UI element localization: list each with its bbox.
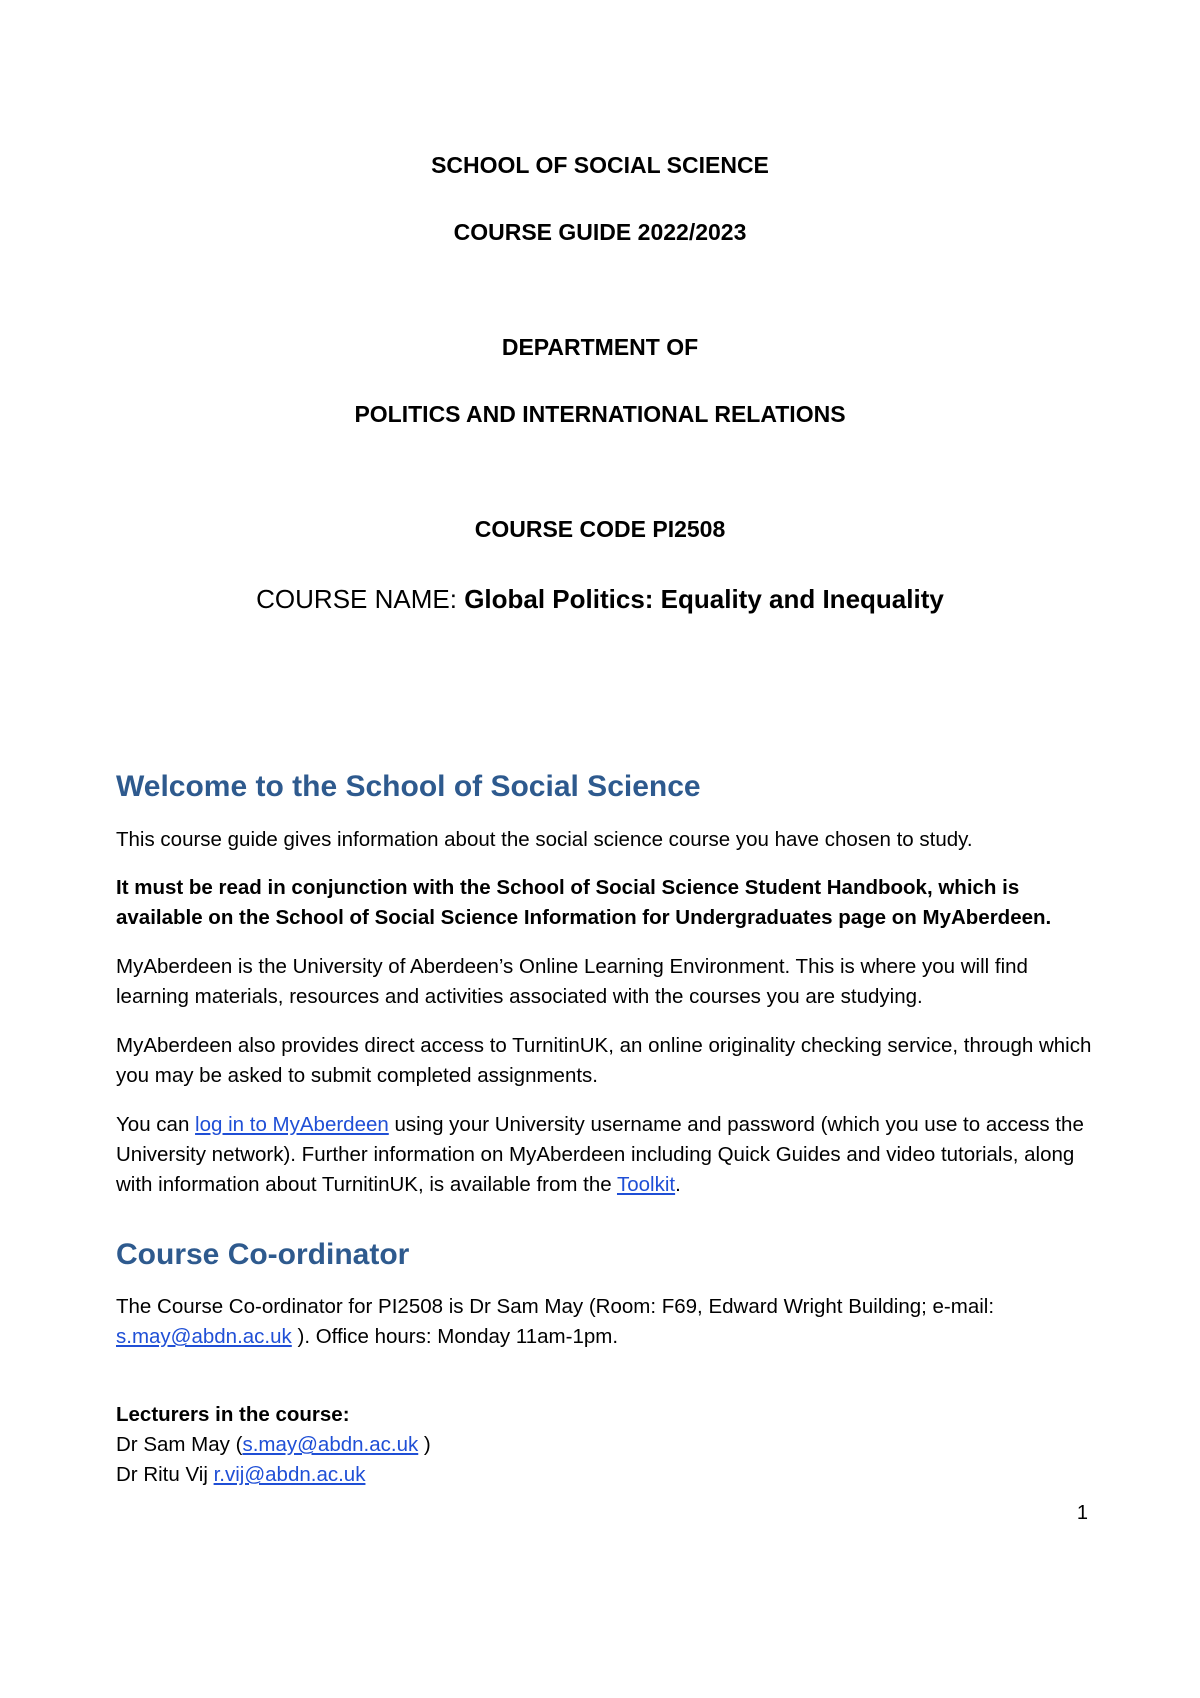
- lecturer-2: [116, 1460, 1096, 1490]
- page-number: 1: [1076, 1502, 1088, 1524]
- myaberdeen-login-link[interactable]: log in to MyAberdeen: [195, 1113, 389, 1136]
- lecturer-1: [116, 1430, 1096, 1460]
- course-name: [0, 584, 1200, 615]
- lecturer-1-email-link[interactable]: s.may@abdn.ac.uk: [242, 1433, 419, 1456]
- coordinator-email-link[interactable]: s.may@abdn.ac.uk: [116, 1325, 292, 1348]
- lecturer-2-name: Dr Ritu Vij: [116, 1463, 214, 1486]
- welcome-paragraph-5: [116, 1110, 1096, 1200]
- lecturer-1-name: Dr Sam May (: [116, 1433, 243, 1456]
- coordinator-after: ). Office hours: Monday 11am-1pm.: [291, 1325, 619, 1348]
- p5-before: You can: [116, 1113, 196, 1136]
- department-line-2: POLITICS AND INTERNATIONAL RELATIONS: [354, 401, 846, 427]
- lecturers-title: Lecturers in the course:: [116, 1403, 350, 1426]
- welcome-p5-text: [116, 1110, 1096, 1200]
- lecturers-block: [116, 1400, 1096, 1490]
- p5-middle: using your University username and password (which you use to access the University network). Further information on MyAberdeen including Quick Guides and video tutorials, along with information about TurnitinUK, is available from the: [116, 1113, 1084, 1196]
- welcome-paragraph-1: [116, 825, 1096, 855]
- welcome-p2-text: It must be read in conjunction with the School of Social Science Student Handbook, which is available on the School of Social Science Information for Undergraduates page on MyAberdeen.: [116, 876, 1052, 929]
- lecturer-2-email-link[interactable]: r.vij@abdn.ac.uk: [213, 1463, 366, 1486]
- course-name-value: Global Politics: Equality and Inequality: [464, 584, 944, 614]
- welcome-p3-text: MyAberdeen is the University of Aberdeen’s Online Learning Environment. This is where you will find learning materials, resources and activities associated with the courses you are studying.: [116, 955, 1028, 1008]
- course-code: COURSE CODE PI2508: [474, 516, 726, 542]
- course-guide-title: COURSE GUIDE 2022/2023: [453, 219, 747, 245]
- coordinator-paragraph: [116, 1292, 1096, 1352]
- welcome-p4-text: MyAberdeen also provides direct access to TurnitinUK, an online originality checking service, through which you may be asked to submit completed assignments.: [116, 1034, 1092, 1087]
- lecturer-1-end: ): [418, 1433, 431, 1456]
- coordinator-heading: Course Co-ordinator: [116, 1238, 410, 1271]
- welcome-paragraph-3: [116, 952, 1096, 1012]
- department-line-1: DEPARTMENT OF: [501, 334, 699, 360]
- welcome-p1-text: This course guide gives information about the social science course you have chosen to study.: [116, 828, 973, 851]
- toolkit-link[interactable]: Toolkit: [616, 1173, 676, 1196]
- welcome-heading: Welcome to the School of Social Science: [116, 770, 701, 803]
- p5-end: .: [675, 1173, 681, 1196]
- welcome-paragraph-4: [116, 1031, 1096, 1091]
- coordinator-text: [116, 1292, 1096, 1352]
- welcome-paragraph-2: [116, 873, 1096, 933]
- school-title: SCHOOL OF SOCIAL SCIENCE: [431, 152, 769, 178]
- course-name-label: COURSE NAME:: [256, 584, 465, 614]
- coordinator-before: The Course Co-ordinator for PI2508 is Dr Sam May (Room: F69, Edward Wright Building; e-mail:: [116, 1295, 995, 1318]
